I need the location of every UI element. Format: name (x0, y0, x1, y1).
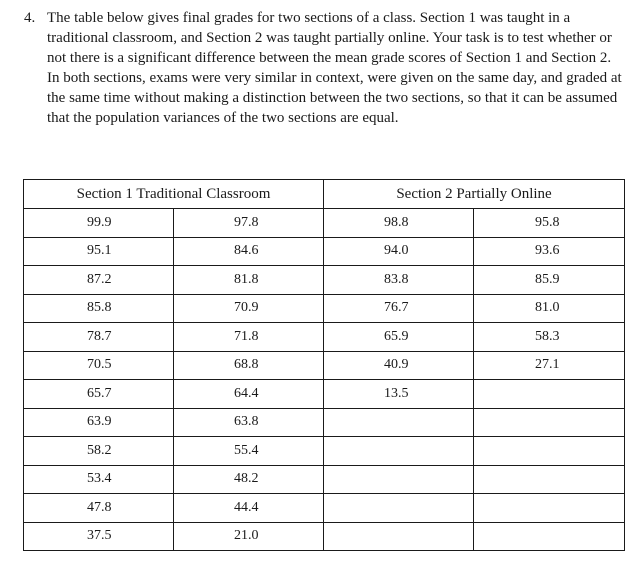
table-cell: 97.8 (174, 209, 324, 238)
table-cell: 99.9 (24, 209, 174, 238)
table-cell: 93.6 (474, 237, 625, 266)
table-cell: 95.8 (474, 209, 625, 238)
table-cell (324, 437, 474, 466)
table-cell: 76.7 (324, 294, 474, 323)
table-row (24, 323, 625, 352)
table-cell: 81.0 (474, 294, 625, 323)
table-cell (324, 408, 474, 437)
table-row (24, 494, 625, 523)
table-cell: 85.9 (474, 266, 625, 295)
table-cell: 68.8 (174, 351, 324, 380)
table-row (24, 209, 625, 238)
table-row (24, 266, 625, 295)
table-cell: 87.2 (24, 266, 174, 295)
table-cell: 78.7 (24, 323, 174, 352)
table-cell: 71.8 (174, 323, 324, 352)
table-cell: 37.5 (24, 522, 174, 551)
table-cell (324, 522, 474, 551)
question-number: 4. (24, 10, 36, 26)
table-cell: 40.9 (324, 351, 474, 380)
table-cell (474, 380, 625, 409)
table-cell: 63.9 (24, 408, 174, 437)
table-body (24, 209, 625, 551)
table-cell: 65.7 (24, 380, 174, 409)
grades-table (23, 179, 625, 551)
header-section-2: Section 2 Partially Online (324, 180, 625, 209)
table-cell (474, 408, 625, 437)
table-row (24, 294, 625, 323)
table-header-row (24, 180, 625, 209)
table-row (24, 351, 625, 380)
table-row (24, 380, 625, 409)
table-cell: 63.8 (174, 408, 324, 437)
question-block (24, 8, 624, 128)
table-cell: 70.5 (24, 351, 174, 380)
table-row (24, 437, 625, 466)
table-cell: 81.8 (174, 266, 324, 295)
table-row (24, 522, 625, 551)
table-cell: 58.2 (24, 437, 174, 466)
table-cell: 64.4 (174, 380, 324, 409)
table-row (24, 237, 625, 266)
table-cell: 44.4 (174, 494, 324, 523)
table-row (24, 465, 625, 494)
table-cell: 65.9 (324, 323, 474, 352)
table-cell (324, 465, 474, 494)
table-cell: 94.0 (324, 237, 474, 266)
table-cell: 58.3 (474, 323, 625, 352)
table-cell (474, 465, 625, 494)
table-cell: 98.8 (324, 209, 474, 238)
table-cell: 83.8 (324, 266, 474, 295)
table-cell (474, 437, 625, 466)
table-cell: 85.8 (24, 294, 174, 323)
table-cell (474, 494, 625, 523)
table-cell: 70.9 (174, 294, 324, 323)
table-cell: 84.6 (174, 237, 324, 266)
table-cell: 47.8 (24, 494, 174, 523)
table-row (24, 408, 625, 437)
table-cell: 53.4 (24, 465, 174, 494)
header-section-1: Section 1 Traditional Classroom (24, 180, 324, 209)
table-cell: 48.2 (174, 465, 324, 494)
table-cell (474, 522, 625, 551)
table-cell: 27.1 (474, 351, 625, 380)
table-cell: 95.1 (24, 237, 174, 266)
table-cell: 55.4 (174, 437, 324, 466)
table-cell: 21.0 (174, 522, 324, 551)
question-text: The table below gives final grades for two sections of a class. Section 1 was taught in a traditional classroom, and Section 2 was taught partially online. Your task is to test whether or not there is a significant difference between the mean grade scores of Section 1 and Section 2. In both sections, exams were very similar in context, were given on the same day, and graded at the same time without making a distinction between the two sections, so that it can be assumed that the population variances of the two sections are equal. (47, 10, 622, 126)
table-cell (324, 494, 474, 523)
table-cell: 13.5 (324, 380, 474, 409)
